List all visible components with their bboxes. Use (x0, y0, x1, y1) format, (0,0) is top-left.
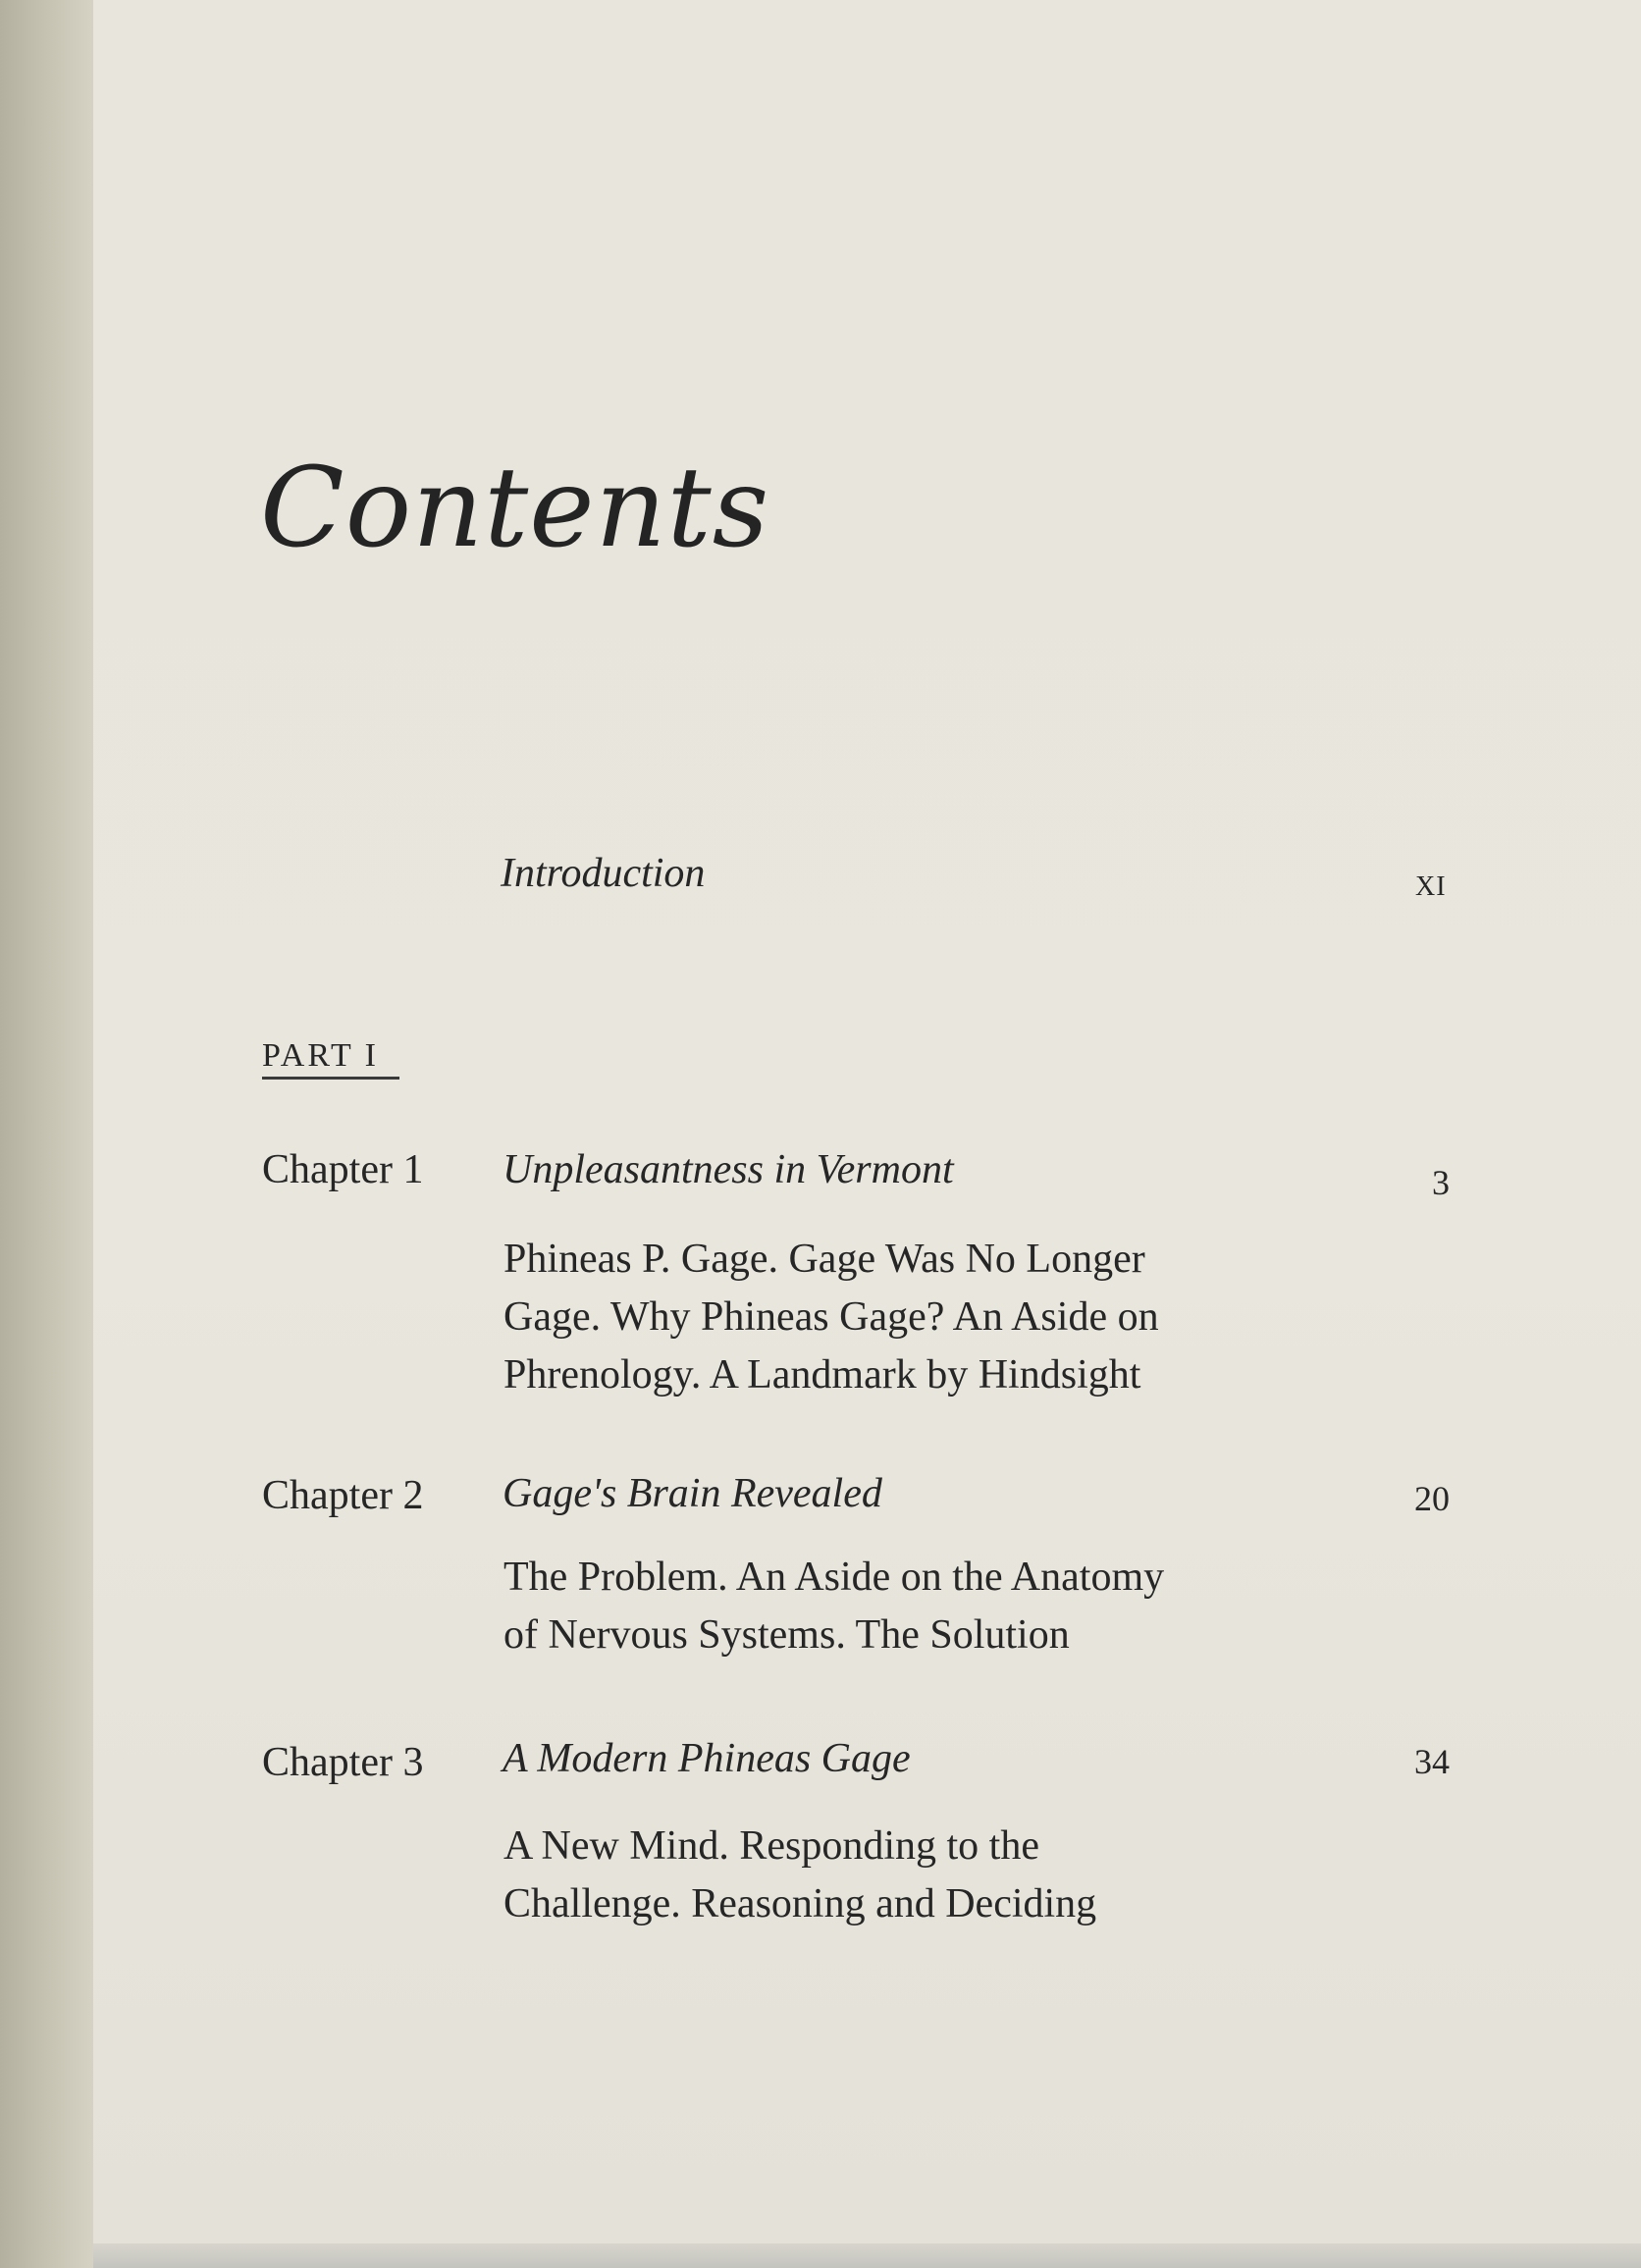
chapter-1-label: Chapter 1 (262, 1147, 424, 1192)
chapter-1-description-line: Phineas P. Gage. Gage Was No Longer (503, 1237, 1145, 1282)
chapter-2-page-number: 20 (1414, 1479, 1450, 1518)
chapter-1-description-line: Phrenology. A Landmark by Hindsight (503, 1352, 1141, 1398)
chapter-1-description-line: Gage. Why Phineas Gage? An Aside on (503, 1294, 1159, 1340)
chapter-1-title: Unpleasantness in Vermont (503, 1147, 954, 1192)
chapter-2-label: Chapter 2 (262, 1473, 424, 1518)
chapter-1-description (503, 1231, 1308, 1404)
chapter-2-description (503, 1549, 1308, 1664)
part-heading-underline (262, 1077, 399, 1080)
chapter-3-title: A Modern Phineas Gage (503, 1736, 911, 1781)
contents-title: Contents (260, 445, 770, 572)
chapter-2-title: Gage's Brain Revealed (503, 1471, 882, 1516)
chapter-3-description (503, 1818, 1308, 1933)
chapter-3-description-line: Challenge. Reasoning and Deciding (503, 1881, 1097, 1926)
chapter-3-description-line: A New Mind. Responding to the (503, 1823, 1039, 1869)
part-heading: PART I (262, 1037, 379, 1074)
chapter-3-page-number: 34 (1414, 1742, 1450, 1781)
chapter-2-description-line: The Problem. An Aside on the Anatomy (503, 1555, 1165, 1600)
chapter-1-page-number: 3 (1432, 1163, 1450, 1202)
chapter-3-label: Chapter 3 (262, 1740, 424, 1785)
chapter-2-description-line: of Nervous Systems. The Solution (503, 1612, 1070, 1658)
page-bottom-edge (93, 2243, 1641, 2268)
introduction-entry-title: Introduction (501, 851, 706, 896)
introduction-page-number: XI (1415, 871, 1447, 902)
